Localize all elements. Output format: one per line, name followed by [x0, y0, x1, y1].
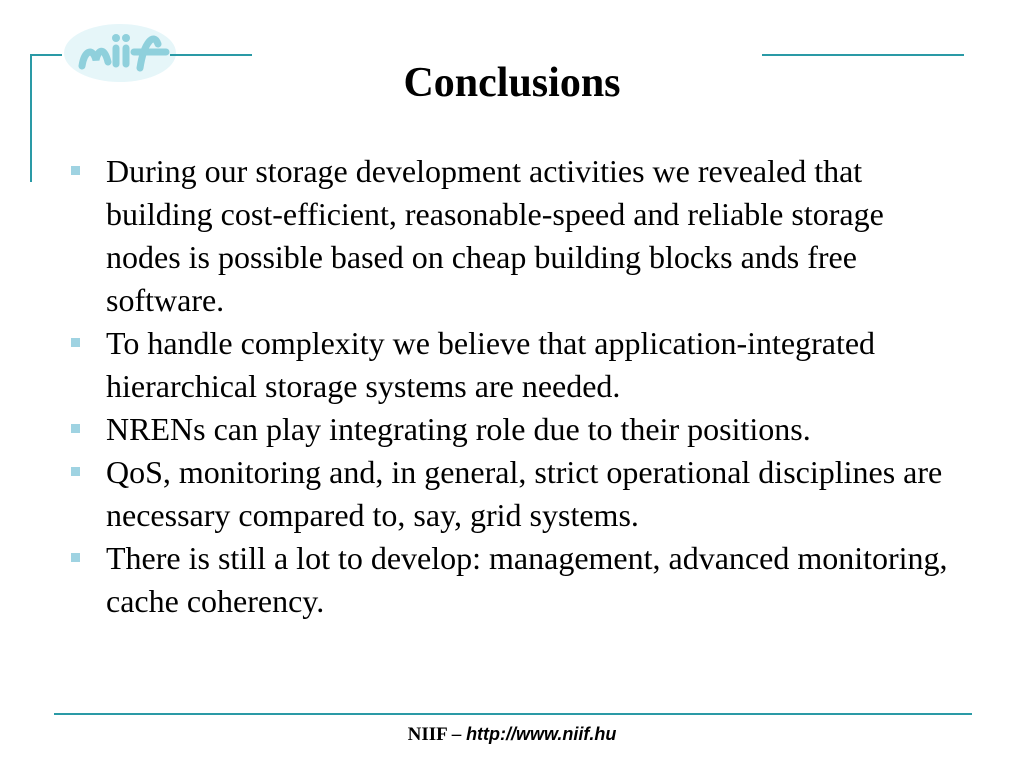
bullet-list [68, 150, 948, 623]
bullet-item [68, 322, 948, 408]
bullet-item [68, 408, 948, 451]
bullet-item [68, 451, 948, 537]
square-bullet-icon [71, 424, 80, 433]
footer [0, 724, 1024, 746]
footer-org: NIIF – [407, 724, 462, 745]
footer-line [54, 713, 972, 715]
bullet-text: During our storage development activities we revealed that building cost-efficient, reasonable-speed and reliable storage nodes is possible based on cheap building blocks ands free software. [106, 153, 884, 318]
bullet-item [68, 537, 948, 623]
square-bullet-icon [71, 553, 80, 562]
bullet-text: To handle complexity we believe that application-integrated hierarchical storage systems are needed. [106, 325, 876, 404]
header-line-left-ext [170, 54, 252, 56]
square-bullet-icon [71, 338, 80, 347]
square-bullet-icon [71, 166, 80, 175]
slide-title: Conclusions [403, 60, 621, 106]
bullet-item [68, 150, 948, 322]
bullet-text: NRENs can play integrating role due to their positions. [106, 411, 811, 447]
square-bullet-icon [71, 467, 80, 476]
bullet-text: QoS, monitoring and, in general, strict operational disciplines are necessary compared to, say, grid systems. [106, 454, 943, 533]
header-line-right [762, 54, 964, 56]
bullet-text: There is still a lot to develop: management, advanced monitoring, cache coherency. [106, 540, 948, 619]
header-line-left [30, 54, 62, 56]
footer-url: http://www.niif.hu [466, 724, 617, 744]
